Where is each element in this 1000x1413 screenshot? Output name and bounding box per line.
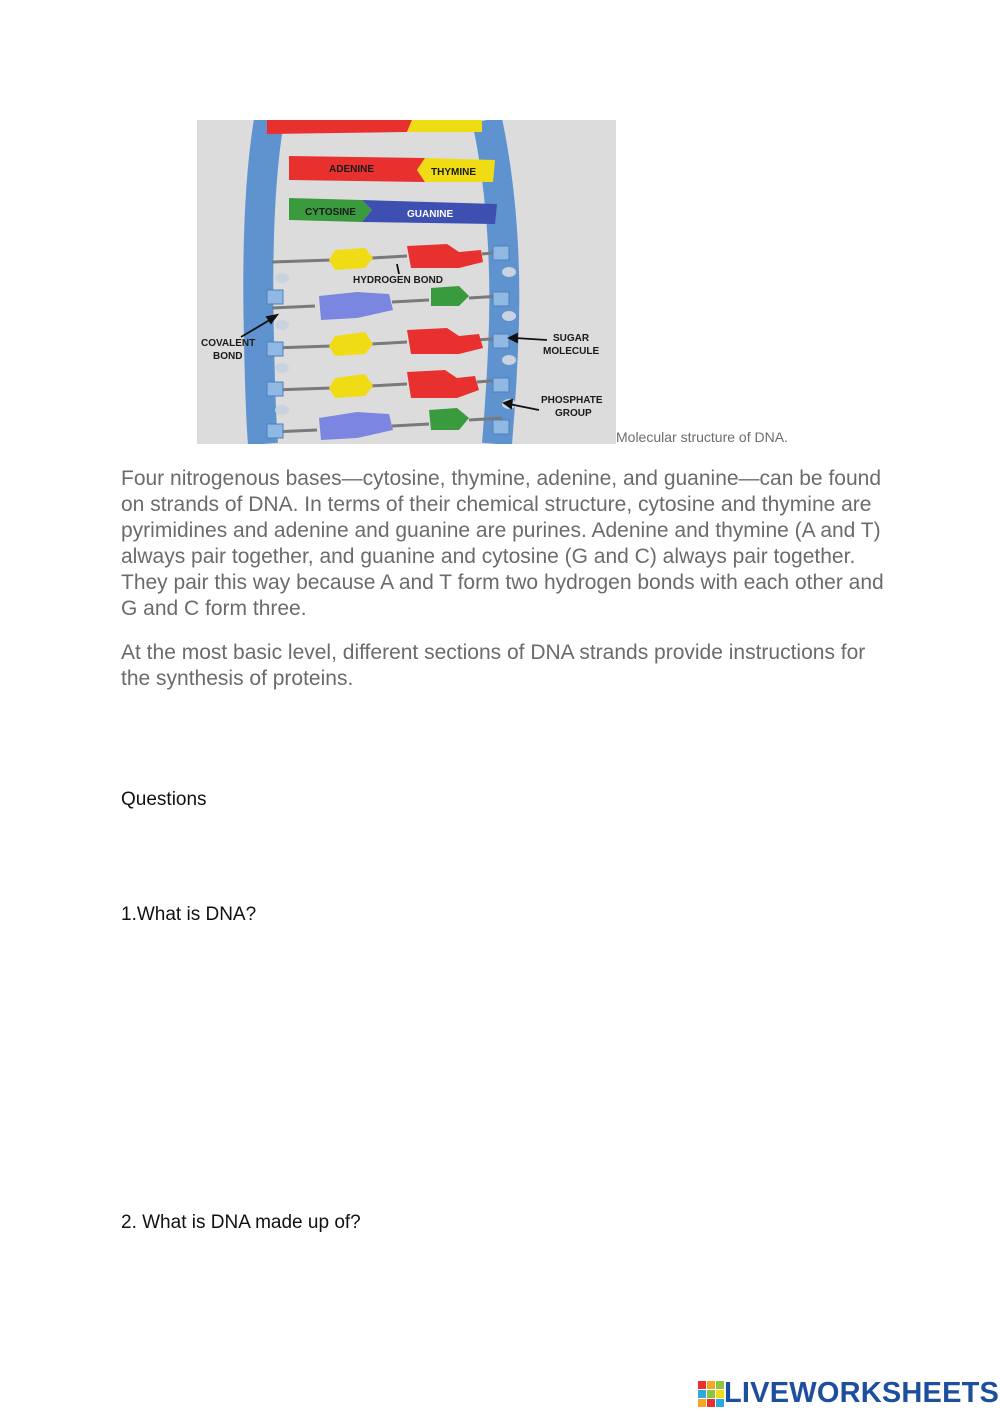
- hydrogen-bond-label: HYDROGEN BOND: [353, 275, 444, 286]
- sugar-label-line1: SUGAR: [553, 333, 590, 344]
- covalent-bond-label-line2: BOND: [213, 351, 243, 362]
- question-1: 1.What is DNA?: [121, 904, 257, 925]
- liveworksheets-logo-icon: [698, 1381, 724, 1407]
- sugar-label-line2: MOLECULE: [543, 346, 600, 357]
- thymine-label: THYMINE: [431, 167, 476, 178]
- phosphate-label-line1: PHOSPHATE: [541, 395, 603, 406]
- question-2: 2. What is DNA made up of?: [121, 1212, 361, 1233]
- liveworksheets-brand: [698, 1379, 999, 1408]
- brand-name: LIVEWORKSHEETS: [724, 1377, 1000, 1409]
- adenine-label: ADENINE: [329, 164, 375, 175]
- paragraph-bases: Four nitrogenous bases—cytosine, thymine, adenine, and guanine—can be found on strands of DNA. In terms of their chemical structure, cytosine and thymine are pyrimidines and adenine and guanine are purines. Adenine and thymine (A and T) always pair together, and guanine and cytosine (G and C) always pair together. They pair this way because A and T form two hydrogen bonds with each other and G and C form three.: [121, 467, 884, 620]
- figure-caption: Molecular structure of DNA.: [616, 429, 788, 445]
- cytosine-label: CYTOSINE: [305, 207, 356, 218]
- covalent-bond-label-line1: COVALENT: [201, 338, 256, 349]
- paragraph-proteins: At the most basic level, different sections of DNA strands provide instructions for the synthesis of proteins.: [121, 641, 866, 690]
- dna-diagram-svg: [197, 120, 616, 444]
- dna-diagram: [197, 120, 616, 444]
- questions-heading: Questions: [121, 789, 207, 810]
- guanine-label: GUANINE: [407, 209, 454, 220]
- phosphate-label-line2: GROUP: [555, 408, 592, 419]
